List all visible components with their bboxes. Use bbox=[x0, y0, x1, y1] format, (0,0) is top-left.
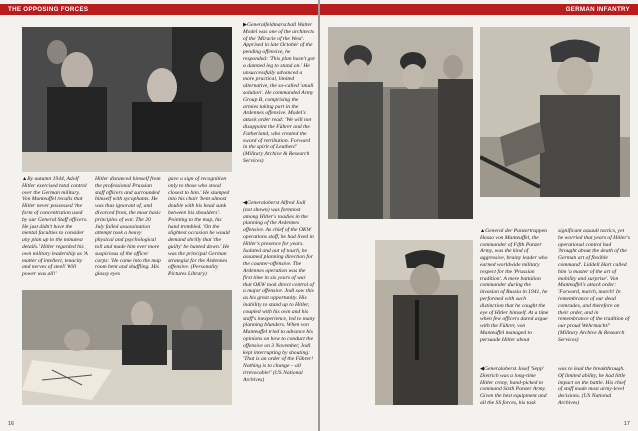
caption-arrow-up-icon: ▲ bbox=[480, 228, 486, 234]
caption-hitler-col2: Hitler distanced himself from the professional Prussian staff officers and surrounded himself with sycophants. He was thus ignorant of, and divorced from, the most basic principles of war. The 20 July failed assassination attempt took a heavy physical and psychological toll and made him ever more suspicious of the officer corps: 'He came into the map room bent and shuffling. His glassy eyes bbox=[95, 176, 161, 278]
caption-arrow-left-icon: ◀ bbox=[243, 200, 247, 206]
caption-jodl: ◀Generaloberst Alfred Jodl (not shown) was foremost among Hitler's toadies in the planning of the Ardennes offensive. As chief of the OKW operations staff, he had lived in Hitler's presence for years. Isolated and out of touch, he assumed planning direction for the counter-offensive. The Ardennes operation was the first time in six years of war that OKW took direct control of a major offensive. Jodl saw this as his great opportunity. His inability to stand up to Hitler, coupled with his own and his staff's inexperience, led to many planning blunders. When von Manteuffel tried to advance his opinions on how to conduct the offensive on 3 November, Jodl kept interrupting by shouting: 'That is an order of the Führer! Nothing is to change – all irrevocable!' (US National Archives) bbox=[243, 200, 315, 383]
caption-model: ▶Generalfeldmarschall Walter Model was one of the architects of the 'Miracle of the West'. Apprised in late October of the pending offensive, he responded: 'This plan hasn't got a damned leg to stand on.' He unsuccessfully advanced a more practical, limited alternative, the so-called 'small solution'. He commanded Army Group B, comprising the armies taking part in the Ardennes offensive. Model's attack order read: 'We will not disappoint the Führer and the Fatherland, who created the sword of retribution. Forward in the spirit of Leuthen!' (Military Archive & Research Services) bbox=[243, 22, 315, 164]
caption-von-manteuffel-col2: significant assault tactics, yet he worried that years of Hitler's operational control had 'brought about the death of the German art of flexible command'. Liddell Hart called him 'a master of the art of mobility and surprise'. Von Manteuffel's attack order: 'Forward, march, march! In remembrance of our dead comrades, and therefore on their order, and in remembrance of the tradition of our proud Wehrmacht!' (Military Archive & Research Services) bbox=[558, 228, 630, 343]
right-page bbox=[320, 0, 638, 431]
left-page-number: 16 bbox=[8, 421, 15, 427]
left-page bbox=[0, 0, 318, 431]
caption-hitler-col3: gave a sign of recognition only to those who stood closest to him.' He slumped into his chair 'bent almost double with his head sunk between his shoulders'. Pointing to the map, his hand trembled. 'On the slightest occasion he would demand shrilly that 'the guilty' be hunted down.' He was the principal German strategist for the Ardennes offensive. (Personality Pictures Library) bbox=[168, 176, 230, 278]
photo-officers-group bbox=[328, 27, 473, 219]
right-page-number: 17 bbox=[623, 421, 630, 427]
caption-dietrich-col2: was to lead the breakthrough. Of limited ability, he had little impact on the battle. His chief of staff made most army-level decisions. (US National Archives) bbox=[558, 366, 626, 406]
caption-hitler-col1: ▲By autumn 1944, Adolf Hitler exercised total control over the German military. Von Manteuffel recalls that Hitler never possessed 'the form of concentration used by our General Staff officers. He just didn't have the mental faculties to consider any plan up to the minutest details.' Hitler regarded his own military leadership as 'A matter of intellect, tenacity and nerves of steel! Will power was all!' bbox=[22, 176, 88, 278]
left-page-header: THE OPPOSING FORCES bbox=[0, 4, 318, 15]
caption-arrow-up-icon: ▲ bbox=[22, 176, 28, 182]
photo-hitler-map-room bbox=[22, 27, 232, 172]
caption-dietrich-col1: ◀Generaloberst Josef 'Sepp' Dietrich was a long-time Hitler crony, hand-picked to command Sixth Panzer Army. Given the best equipment and all the SS forces, his task bbox=[480, 366, 547, 406]
photo-von-manteuffel bbox=[480, 27, 630, 197]
caption-arrow-right-icon: ▶ bbox=[243, 22, 247, 28]
caption-von-manteuffel-col1: ▲General der Panzertruppen Hasso von Manteuffel, the commander of Fifth Panzer Army, was the kind of aggressive, brainy leader who earned worldwide military respect for the 'Prussian tradition'. A mere battalion commander during the invasion of Russia in 1941, he performed with such distinction that he caught the eye of Hitler himself. At a time when few officers dared argue with the Führer, von Manteuffel managed to persuade Hitler about bbox=[480, 228, 549, 343]
right-page-header: GERMAN INFANTRY bbox=[320, 4, 638, 15]
photo-officers-map-table bbox=[22, 290, 232, 405]
caption-arrow-left-icon: ◀ bbox=[480, 366, 484, 372]
photo-sepp-dietrich bbox=[375, 240, 473, 405]
